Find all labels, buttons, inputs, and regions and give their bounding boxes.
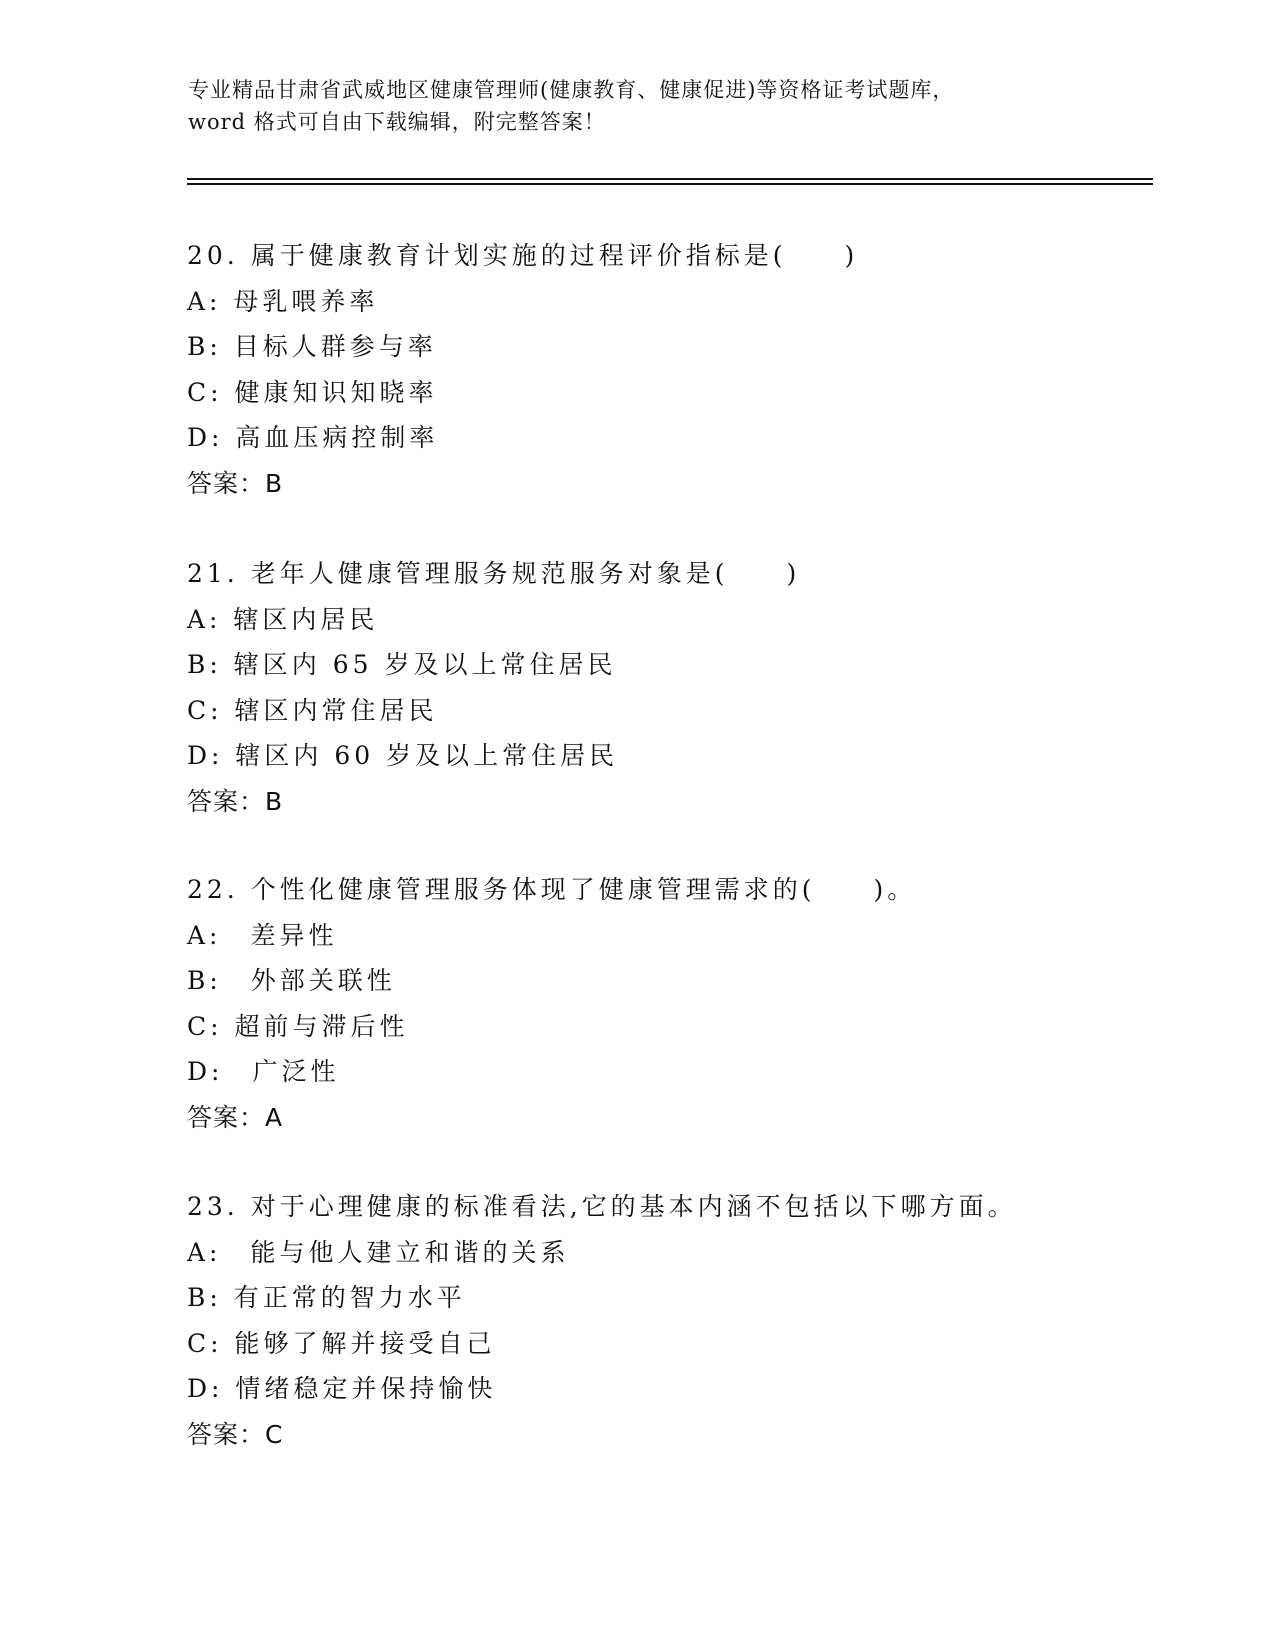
answer: 答案：A	[187, 1102, 284, 1132]
question-stem: 20. 属于健康教育计划实施的过程评价指标是( )	[187, 241, 859, 270]
question-stem: 23. 对于心理健康的标准看法,它的基本内涵不包括以下哪方面。	[187, 1192, 1017, 1221]
option-a: A: 辖区内居民	[187, 604, 379, 634]
question-22	[187, 867, 1167, 1140]
option-d: D: 情绪稳定并保持愉快	[187, 1374, 497, 1403]
option-d: D: 广泛性	[187, 1057, 340, 1086]
answer: 答案：C	[187, 1419, 284, 1449]
answer: 答案：B	[187, 468, 284, 498]
header-line-1: 专业精品甘肃省武威地区健康管理师(健康教育、健康促进)等资格证考试题库，	[188, 78, 955, 102]
option-b: B: 外部关联性	[187, 966, 396, 995]
option-b: B: 辖区内 65 岁及以上常住居民	[187, 650, 617, 679]
option-c: C: 能够了解并接受自己	[187, 1328, 496, 1358]
option-c: C: 超前与滞后性	[187, 1011, 409, 1041]
question-21	[187, 551, 1167, 824]
answer: 答案：B	[187, 786, 284, 816]
option-a: A: 母乳喂养率	[187, 286, 379, 316]
question-stem: 21. 老年人健康管理服务规范服务对象是( )	[187, 559, 801, 588]
option-a: A: 差异性	[187, 920, 338, 950]
header-divider-bottom	[187, 183, 1153, 185]
option-c: C: 健康知识知晓率	[187, 377, 438, 407]
option-c: C: 辖区内常住居民	[187, 695, 438, 725]
question-stem: 22. 个性化健康管理服务体现了健康管理需求的( )。	[187, 875, 917, 904]
option-d: D: 高血压病控制率	[187, 423, 439, 452]
option-d: D: 辖区内 60 岁及以上常住居民	[187, 741, 619, 770]
question-23	[187, 1184, 1167, 1457]
option-a: A: 能与他人建立和谐的关系	[187, 1237, 570, 1267]
header-divider-top	[187, 178, 1153, 180]
document-header	[188, 74, 1068, 138]
option-b: B: 有正常的智力水平	[187, 1283, 466, 1312]
option-b: B: 目标人群参与率	[187, 332, 437, 361]
header-line-2: word 格式可自由下载编辑，附完整答案！	[188, 110, 606, 134]
question-20	[187, 233, 1167, 506]
